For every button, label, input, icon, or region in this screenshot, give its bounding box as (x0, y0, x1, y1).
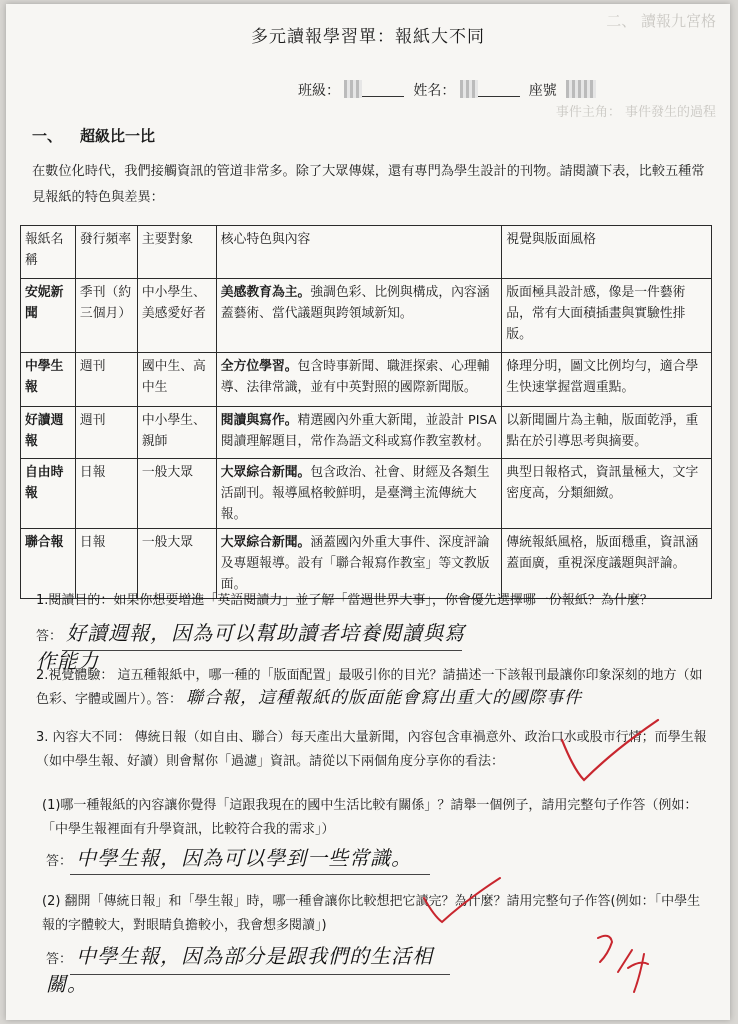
answer-3-1-row (46, 846, 466, 874)
answer-line (70, 874, 430, 875)
redacted-name (460, 80, 478, 98)
header-name: 報紙名稱 (21, 226, 76, 279)
paper-name: 聯合報 (21, 529, 76, 599)
question-1: 1.閱讀目的：如果你想要增進「英語閱讀力」並了解「當週世界大事」，你會優先選擇哪一份報紙？為什麼？ (36, 593, 653, 608)
paper-core (216, 407, 502, 459)
table-header-row (21, 226, 712, 279)
table-row (21, 529, 712, 599)
worksheet-title: 多元讀報學習單：報紙大不同 (251, 27, 485, 47)
paper-audience: 中小學生、親師 (137, 407, 216, 459)
handwritten-answer-2: 聯合報，這種報紙的版面能會寫出重大的國際事件 (186, 688, 583, 708)
table-row (21, 279, 712, 353)
paper-visual: 版面極具設計感，像是一件藝術品，常有大面積插畫與實驗性排版。 (502, 279, 712, 353)
answer-label: 答： (156, 692, 183, 707)
core-text: 包含時事新聞、職涯探索、心理輔導、法律常識，並有中英對照的國際新聞版。 (220, 359, 490, 395)
paper-visual: 典型日報格式，資訊量極大，文字密度高，分類細緻。 (502, 459, 712, 529)
seat-label: 座號 (528, 83, 557, 99)
paper-name: 好讀週報 (21, 407, 76, 459)
core-highlight: 大眾綜合新聞。 (220, 535, 311, 550)
question-3-1: (1)哪一種報紙的內容讓你覺得「這跟我現在的國中生活比較有關係」？請舉一個例子，請用完整句子作答（例如：「中學生報裡面有升學資訊，比較符合我的需求」） (42, 798, 698, 837)
handwritten-answer-1: 好讀週報，因為可以幫助讀者培養閱讀與寫作能力 (36, 621, 466, 673)
answer-label: 答： (36, 629, 63, 644)
paper-visual: 條理分明，圖文比例均勻，適合學生快速掌握當週重點。 (502, 353, 712, 407)
paper-audience: 國中生、高中生 (137, 353, 216, 407)
header-audience: 主要對象 (137, 226, 216, 279)
paper-core (216, 353, 502, 407)
core-text: 精選國內外重大新聞，並設計 PISA 閱讀理解題目，常作為語文科或寫作教室教材。 (220, 413, 497, 449)
table-row (21, 459, 712, 529)
question-3-2: (2) 翻開「傳統日報」和「學生報」時，哪一種會讓你比較想把它讀完？為什麼？請用完整句子作答(例如：「中學生報的字體較大，對眼睛負擔較小，我會想多閱讀」) (42, 894, 701, 933)
bleed-through-text-2: 事件主角： 事件發生的過程 (555, 105, 716, 120)
answer-line (70, 974, 450, 975)
section-number: 一、 (32, 127, 63, 145)
paper-frequency: 週刊 (75, 407, 137, 459)
header-core: 核心特色與內容 (216, 226, 502, 279)
core-highlight: 美感教育為主。 (220, 285, 311, 300)
redacted-seat (566, 80, 596, 98)
question-3: 3. 內容大不同： 傳統日報（如自由、聯合）每天產出大量新聞，內容包含車禍意外、政治口水或股市行情；而學生報（如中學生報、好讀）則會幫你「過濾」資訊。請從以下兩個角度分享你的看法： (36, 730, 707, 769)
answer-label: 答： (46, 952, 73, 967)
section-title: 超級比一比 (80, 127, 156, 145)
red-check-mark-icon (554, 710, 664, 790)
core-highlight: 大眾綜合新聞。 (220, 465, 311, 480)
paper-name: 自由時報 (21, 459, 76, 529)
core-highlight: 全方位學習。 (220, 359, 298, 374)
handwritten-answer-3-1: 中學生報，因為可以學到一些常識。 (76, 846, 413, 870)
paper-frequency: 週刊 (75, 353, 137, 407)
paper-audience: 一般大眾 (137, 459, 216, 529)
student-info-line (298, 80, 596, 100)
paper-name: 安妮新聞 (21, 279, 76, 353)
class-blank (362, 82, 404, 97)
table-row (21, 407, 712, 459)
redacted-class (344, 80, 362, 98)
paper-name: 中學生報 (21, 353, 76, 407)
section-heading (32, 125, 155, 146)
name-blank (478, 82, 520, 97)
name-label: 姓名： (413, 83, 456, 99)
paper-visual: 以新聞圖片為主軸，版面乾淨，重點在於引導思考與摘要。 (502, 407, 712, 459)
comparison-table (20, 225, 712, 599)
handwritten-answer-3-2: 中學生報，因為部分是跟我們的生活相關。 (46, 944, 434, 996)
class-label: 班級： (298, 83, 340, 99)
core-text: 涵蓋國內外重大事件、深度評論及專題報導。設有「聯合報寫作教室」等文教版面。 (220, 535, 490, 592)
header-frequency: 發行頻率 (75, 226, 137, 279)
paper-frequency: 日報 (75, 529, 137, 599)
core-text: 包含政治、社會、財經及各類生活副刊。報導風格較鮮明，是臺灣主流傳統大報。 (220, 465, 490, 522)
paper-visual: 傳統報紙風格，版面穩重，資訊涵蓋面廣，重視深度議題與評論。 (502, 529, 712, 599)
header-visual: 視覺與版面風格 (502, 226, 712, 279)
paper-frequency: 季刊（約三個月） (75, 279, 137, 353)
intro-paragraph: 在數位化時代，我們接觸資訊的管道非常多。除了大眾傳媒，還有專門為學生設計的刊物。請閱讀下表，比較五種常見報紙的特色與差異： (32, 164, 705, 205)
red-score-mark-icon (588, 924, 668, 1004)
paper-core (216, 459, 502, 529)
table-row (21, 353, 712, 407)
core-highlight: 閱讀與寫作。 (220, 413, 298, 428)
paper-audience: 一般大眾 (137, 529, 216, 599)
worksheet-paper (6, 4, 730, 1020)
bleed-through-text: 二、 讀報九宮格 (606, 12, 716, 30)
paper-frequency: 日報 (75, 459, 137, 529)
answer-2-row (156, 686, 616, 712)
answer-label: 答： (46, 854, 73, 869)
paper-core (216, 279, 502, 353)
paper-audience: 中小學生、美感愛好者 (137, 279, 216, 353)
core-text: 強調色彩、比例與構成，內容涵蓋藝術、當代議題與跨領域新知。 (220, 285, 490, 321)
paper-core (216, 529, 502, 599)
question-2: 2.視覺體驗： 這五種報紙中，哪一種的「版面配置」最吸引你的目光？請描述一下該報刊最讓你印象深刻的地方（如色彩、字體或圖片）。 (36, 668, 703, 707)
answer-line (62, 650, 462, 651)
answer-3-2-row (46, 944, 466, 1000)
red-check-mark-icon (416, 872, 506, 932)
